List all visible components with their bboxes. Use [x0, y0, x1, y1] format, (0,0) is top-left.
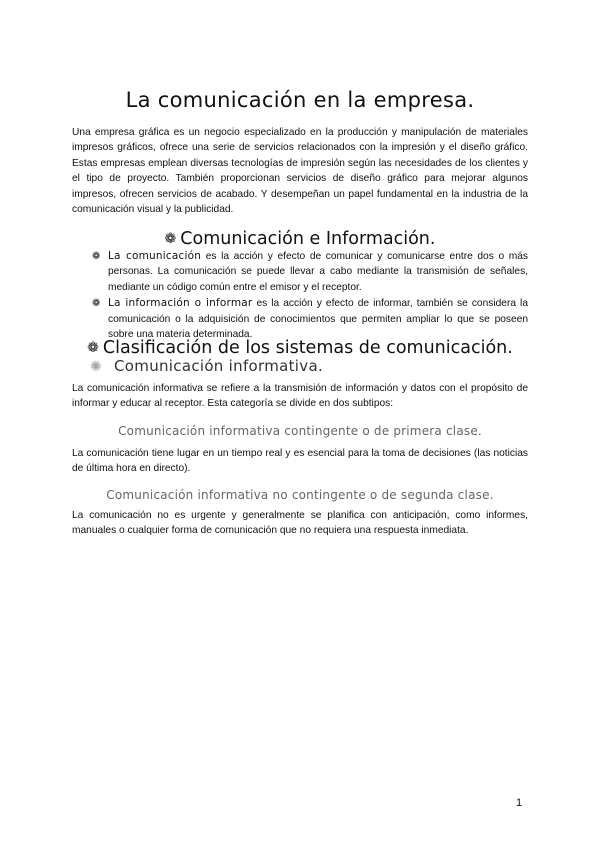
section-heading-clasificacion: [0, 338, 600, 358]
list-item-term: La información o informar: [108, 297, 253, 310]
intro-paragraph: Una empresa gráfica es un negocio especializado en la producción y manipulación de materiales impresos gráficos, ofrece una serie de servicios relacionados con la impresión y el diseño gráfico. Estas empresas emplean diversas tecnologías de impresión según las necesidades de los clientes y el tipo de proyecto. También proporcionan servicios de diseño gráfico para mejorar algunos impresos, ofrecen servicios de acabado. Y desempeñan un papel fundamental en la industria de la comunicación visual y la publicidad.: [72, 127, 528, 216]
sun-bullet-icon: ✺: [90, 359, 103, 375]
list-item-text: es la acción y efecto de comunicar y comunicarse entre dos o más personas. La comunicación se puede llevar a cabo mediante la transmisión de señales, mediante un código común entre el emisor y el receptor.: [108, 251, 528, 293]
subtype-heading-second: Comunicación informativa no contingente o de segunda clase.: [106, 488, 494, 502]
subtype-paragraph-first: La comunicación tiene lugar en un tiempo real y es esencial para la toma de decisiones (las noticias de última hora en directo).: [72, 448, 528, 475]
gear-bullet-icon: ❁: [164, 231, 177, 247]
definition-list: [92, 249, 528, 343]
list-item: [92, 249, 528, 295]
gear-bullet-icon: ❁: [92, 298, 101, 310]
gear-bullet-icon: ❁: [92, 251, 101, 262]
subtype-heading-first: Comunicación informativa contingente o de primera clase.: [118, 424, 482, 438]
list-item: [92, 296, 528, 342]
gear-bullet-icon: ❁: [87, 340, 99, 356]
page-number: 1: [516, 797, 523, 809]
section-heading-text: Clasificación de los sistemas de comunicación.: [102, 338, 513, 358]
list-item-text: es la acción y efecto de informar, también se considera la comunicación o la adquisición de conocimientos que permiten ampliar lo que se poseen sobre una materia determinada.: [108, 298, 528, 341]
subsection-paragraph: La comunicación informativa se refiere a la transmisión de información y datos con el propósito de informar y educar al receptor. Esta categoría se divide en dos subtipos:: [72, 383, 528, 410]
section-heading-text: Comunicación e Información.: [180, 229, 436, 249]
subtype-paragraph-second: La comunicación no es urgente y generalmente se planifica con anticipación, como informes, manuales o cualquier forma de comunicación que no requiera una respuesta inmediata.: [72, 510, 528, 537]
section-heading-comunicacion-informacion: [0, 229, 600, 249]
list-item-term: La comunicación: [108, 250, 202, 262]
subsection-heading: [90, 357, 323, 375]
page-title: La comunicación en la empresa.: [125, 88, 475, 112]
subsection-heading-text: Comunicación informativa.: [114, 357, 324, 375]
